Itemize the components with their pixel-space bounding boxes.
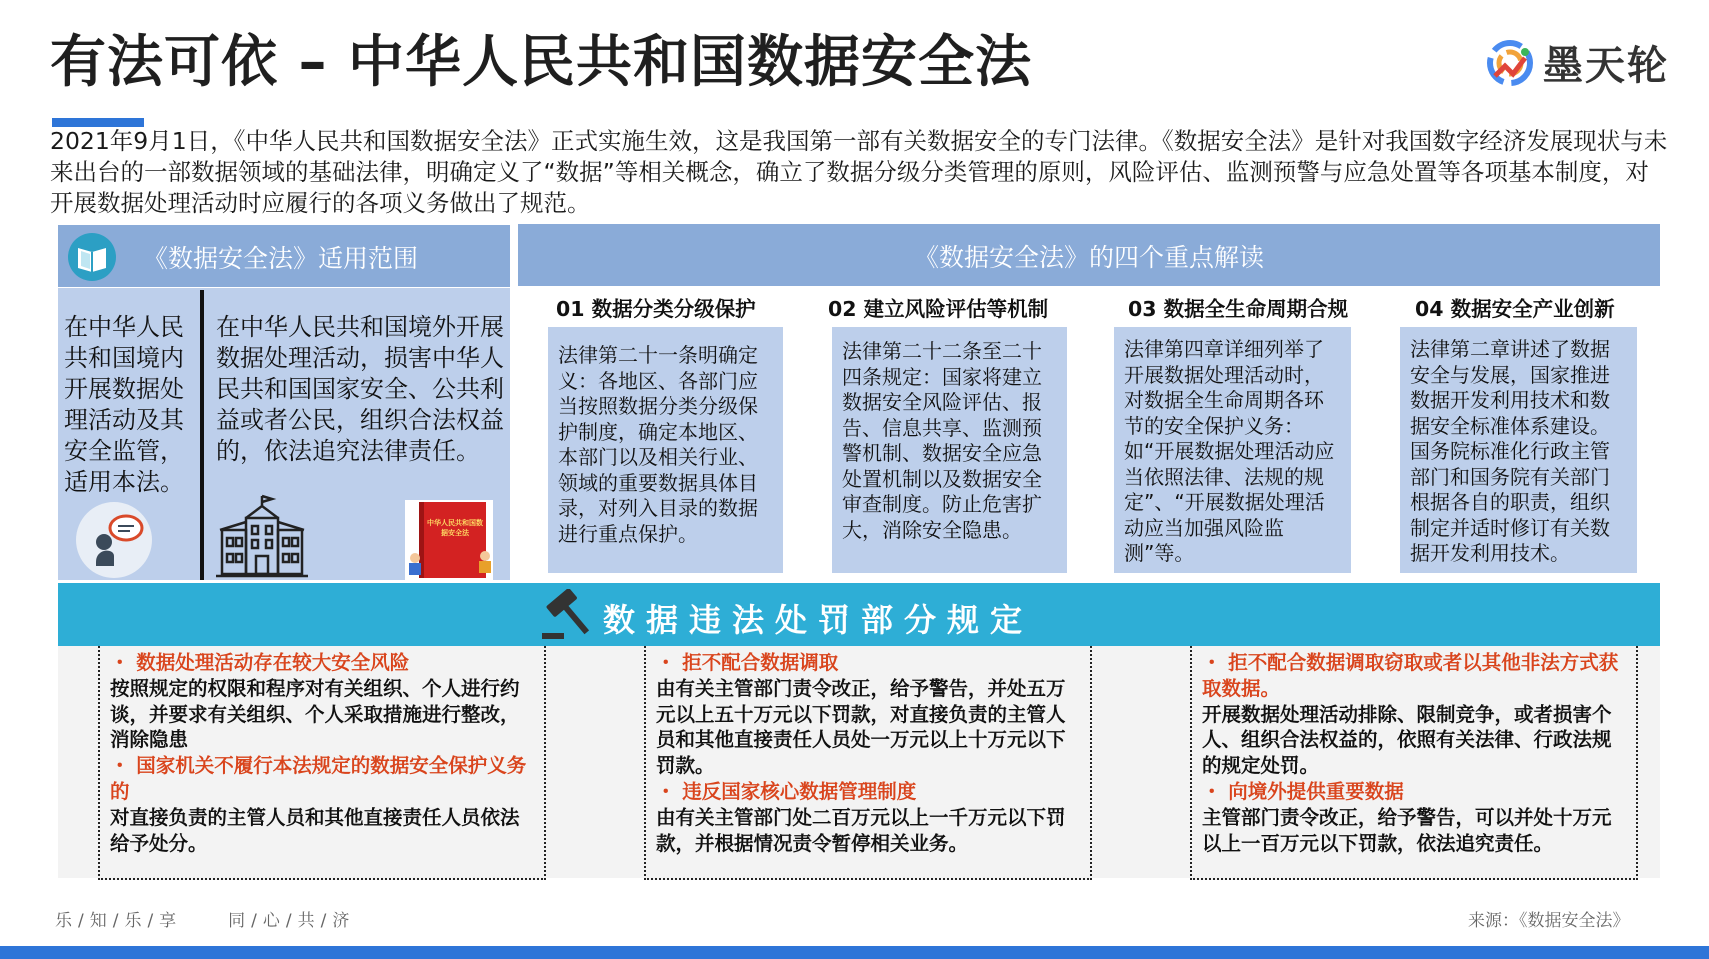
penalty-item-body: 对直接负责的主管人员和其他直接责任人员依法给予处分。 bbox=[110, 805, 520, 855]
focus-item-body: 法律第二十一条明确定义：各地区、各部门应当按照数据分类分级保护制度，确定本地区、本部门以及相关行业、领域的重要数据具体目录，对列入目录的数据进行重点保护。 bbox=[548, 327, 783, 573]
gavel-icon bbox=[540, 589, 594, 641]
scope-divider bbox=[200, 290, 204, 580]
penalty-item-body: 按照规定的权限和程序对有关组织、个人进行约谈，并要求有关组织、个人采取措施进行整改，消除隐患 bbox=[110, 676, 520, 752]
penalty-item-body: 由有关主管部门责令改正，给予警告，并处五万元以上五十万元以下罚款，对直接负责的主管人员和其他直接责任人员处一万元以上十万元以下罚款。 bbox=[656, 676, 1066, 778]
child-figure-icon bbox=[475, 550, 495, 578]
focus-item-title: 04 数据安全产业创新 bbox=[1415, 297, 1615, 321]
book-icon bbox=[66, 232, 118, 282]
child-figure-icon bbox=[405, 552, 425, 580]
scope-domestic-text: 在中华人民共和国境内开展数据处理活动及其安全监管，适用本法。 bbox=[64, 313, 184, 496]
penalty-column bbox=[644, 646, 1092, 880]
footer-source: 来源：《数据安全法》 bbox=[1468, 911, 1630, 931]
law-book-illustration bbox=[405, 500, 493, 582]
page-title: 有法可依 – 中华人民共和国数据安全法 bbox=[50, 30, 1032, 95]
scope-header bbox=[58, 225, 510, 287]
consult-chat-icon bbox=[74, 500, 154, 580]
brand-logo bbox=[1485, 34, 1669, 91]
government-building-icon bbox=[216, 492, 308, 580]
focus-item-title: 02 建立风险评估等机制 bbox=[828, 297, 1049, 321]
focus-item-title: 03 数据全生命周期合规 bbox=[1128, 297, 1349, 321]
penalty-item-heading: ・ 违反国家核心数据管理制度 bbox=[656, 779, 917, 803]
brand-name: 墨天轮 bbox=[1543, 43, 1669, 89]
penalty-item-body: 由有关主管部门处二百万元以上一千万元以下罚款，并根据情况责令暂停相关业务。 bbox=[656, 805, 1066, 855]
focus-title: 《数据安全法》的四个重点解读 bbox=[913, 243, 1264, 272]
penalty-band bbox=[58, 583, 1660, 646]
penalty-column bbox=[1190, 646, 1638, 880]
focus-item-body: 法律第二章讲述了数据安全与发展，国家推进数据开发利用技术和数据安全标准体系建设。国务院标准化行政主管部门和国务院有关部门根据各自的职责，组织制定并适时修订有关数据开发利用技术。 bbox=[1400, 327, 1637, 573]
intro-paragraph: 2021年9月1日，《中华人民共和国数据安全法》正式实施生效，这是我国第一部有关数据安全的专门法律。《数据安全法》是针对我国数字经济发展现状与未来出台的一部数据领域的基础法律，明确定义了“数据”等相关概念，确立了数据分级分类管理的原则，风险评估、监测预警与应急处置等各项基本制度，对开展数据处理活动时应履行的各项义务做出了规范。 bbox=[50, 127, 1668, 217]
focus-item-title: 01 数据分类分级保护 bbox=[556, 297, 756, 321]
scope-title: 《数据安全法》适用范围 bbox=[143, 244, 419, 273]
focus-item-body: 法律第二十二条至二十四条规定：国家将建立数据安全风险评估、报告、信息共享、监测预警机制、数据安全应急处置机制以及数据安全审查制度。防止危害扩大，消除安全隐患。 bbox=[832, 327, 1067, 573]
penalty-item-heading: ・ 拒不配合数据调取 bbox=[656, 651, 839, 674]
bottom-accent-bar bbox=[0, 946, 1709, 959]
penalty-item-heading: ・ 国家机关不履行本法规定的数据安全保护义务的 bbox=[110, 754, 527, 803]
law-book-title: 中华人民共和国数据安全法 bbox=[427, 519, 483, 537]
penalty-item-body: 主管部门责令改正，给予警告，可以并处十万元以上一百万元以下罚款，依法追究责任。 bbox=[1202, 805, 1612, 855]
penalty-item-heading: ・ 向境外提供重要数据 bbox=[1202, 779, 1404, 803]
focus-item-body: 法律第四章详细列举了开展数据处理活动时，对数据全生命周期各环节的安全保护义务：如“开展数据处理活动应当依照法律、法规的规定”、“开展数据处理活动应当加强风险监测”等。 bbox=[1114, 327, 1351, 573]
brand-logo-icon bbox=[1485, 38, 1535, 88]
penalty-item-heading: ・ 拒不配合数据调取窃取或者以其他非法方式获取数据。 bbox=[1202, 651, 1619, 700]
penalty-title: 数据违法处罚部分规定 bbox=[603, 601, 1034, 639]
footer-slogan: 乐/知/乐/享 同/心/共/济 bbox=[55, 911, 356, 931]
focus-header bbox=[518, 224, 1660, 286]
penalty-item-heading: ・ 数据处理活动存在较大安全风险 bbox=[110, 651, 410, 674]
scope-overseas-text: 在中华人民共和国境外开展数据处理活动，损害中华人民共和国国家安全、公共利益或者公民，组织合法权益的，依法追究法律责任。 bbox=[216, 313, 504, 465]
penalty-column bbox=[98, 646, 546, 880]
penalty-item-body: 开展数据处理活动排除、限制竞争，或者损害个人、组织合法权益的，依照有关法律、行政法规的规定处罚。 bbox=[1202, 702, 1612, 778]
